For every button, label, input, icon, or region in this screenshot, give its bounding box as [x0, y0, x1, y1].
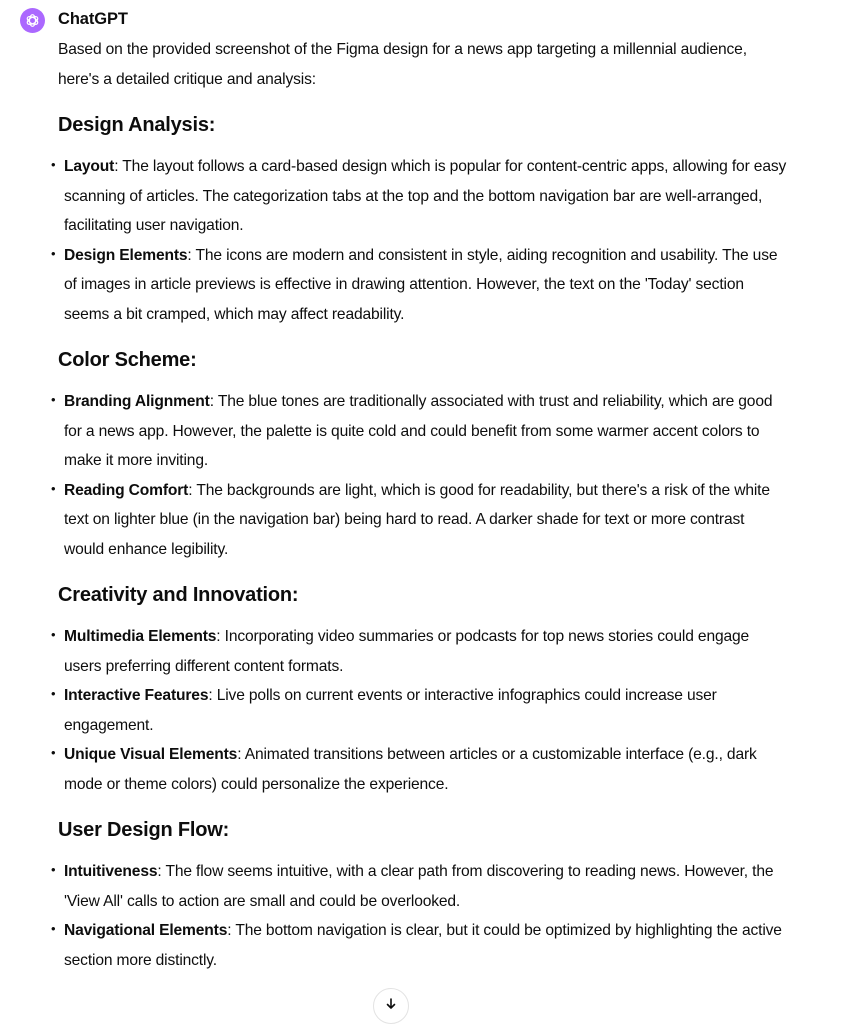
response-section	[51, 799, 788, 975]
response-section	[51, 94, 788, 329]
openai-logo-icon	[24, 12, 41, 29]
bullet-icon: •	[51, 480, 56, 496]
response-section	[51, 329, 788, 564]
bullet-list	[51, 857, 788, 975]
bullet-term: Intuitiveness	[64, 863, 158, 880]
sections-container	[51, 94, 788, 975]
bullet-text: : The blue tones are traditionally associated with trust and reliability, which are good for a news app. However, the palette is quite cold and could benefit from some warmer accent colors to make it more inviting.	[64, 393, 773, 469]
section-spacer	[58, 329, 788, 347]
list-item	[51, 152, 788, 241]
bullet-icon: •	[51, 157, 56, 172]
bullet-icon: •	[51, 627, 56, 642]
bullet-term: Interactive Features	[64, 687, 209, 704]
bullet-icon: •	[51, 245, 56, 261]
list-item	[51, 857, 788, 916]
section-spacer	[58, 138, 788, 152]
bullet-text: : The layout follows a card-based design which is popular for content-centric apps, allowing for easy scanning of articles. The categorization tabs at the top and the bottom navigation bar are well-arranged, facilitating user navigation.	[64, 158, 787, 234]
section-heading: Color Scheme:	[58, 349, 197, 371]
bullet-term: Layout	[64, 158, 115, 175]
bullet-text: : Live polls on current events or interactive infographics could increase user engagement.	[64, 687, 717, 734]
message-content	[51, 35, 788, 975]
list-item	[51, 916, 788, 975]
section-spacer	[58, 799, 788, 817]
section-heading: Creativity and Innovation:	[58, 584, 299, 606]
section-spacer	[58, 564, 788, 582]
chatgpt-avatar	[20, 8, 45, 33]
bullet-term: Navigational Elements	[64, 922, 228, 939]
bullet-term: Unique Visual Elements	[64, 746, 238, 763]
bullet-list	[51, 387, 788, 564]
bullet-text: : Animated transitions between articles or a customizable interface (e.g., dark mode or theme colors) could personalize the experience.	[64, 746, 757, 793]
arrow-down-icon	[385, 998, 397, 1010]
section-heading: User Design Flow:	[58, 819, 230, 841]
bullet-term: Design Elements	[64, 246, 188, 264]
bullet-text: : The icons are modern and consistent in style, aiding recognition and usability. The use of images in article previews is effective in drawing attention. However, the text on the 'Today' section seems a bit cramped, which may affect readability.	[64, 246, 778, 323]
bullet-term: Multimedia Elements	[64, 628, 217, 645]
section-spacer	[58, 94, 788, 112]
section-spacer	[58, 608, 788, 622]
bullet-text: : The bottom navigation is clear, but it could be optimized by highlighting the active section more distinctly.	[64, 922, 782, 969]
bullet-icon: •	[51, 921, 56, 936]
message-author: ChatGPT	[58, 10, 128, 28]
bullet-text: : The backgrounds are light, which is good for readability, but there's a risk of the white text on lighter blue (in the navigation bar) being hard to read. A darker shade for text or more contrast would enhance legibility.	[64, 481, 770, 558]
section-spacer	[58, 843, 788, 857]
list-item	[51, 476, 788, 565]
bullet-text: : Incorporating video summaries or podcasts for top news stories could engage users preferring different content formats.	[64, 628, 750, 675]
bullet-icon: •	[51, 745, 56, 760]
bullet-text: : The flow seems intuitive, with a clear path from discovering to reading news. However, the 'View All' calls to action are small and could be overlooked.	[64, 863, 774, 910]
list-item	[51, 740, 788, 799]
bullet-term: Reading Comfort	[64, 481, 189, 499]
section-heading: Design Analysis:	[58, 114, 216, 136]
section-spacer	[58, 373, 788, 387]
bullet-icon: •	[51, 686, 56, 701]
list-item	[51, 387, 788, 476]
bullet-icon: •	[51, 392, 56, 407]
intro-paragraph: Based on the provided screenshot of the Figma design for a news app targeting a millennial audience, here's a detailed critique and analysis:	[58, 41, 747, 88]
bullet-icon: •	[51, 862, 56, 877]
list-item	[51, 681, 788, 740]
scroll-down-button[interactable]	[373, 988, 409, 1024]
bullet-list	[51, 622, 788, 799]
bullet-term: Branding Alignment	[64, 393, 210, 410]
response-section	[51, 564, 788, 799]
list-item	[51, 241, 788, 330]
list-item	[51, 622, 788, 681]
bullet-list	[51, 152, 788, 329]
